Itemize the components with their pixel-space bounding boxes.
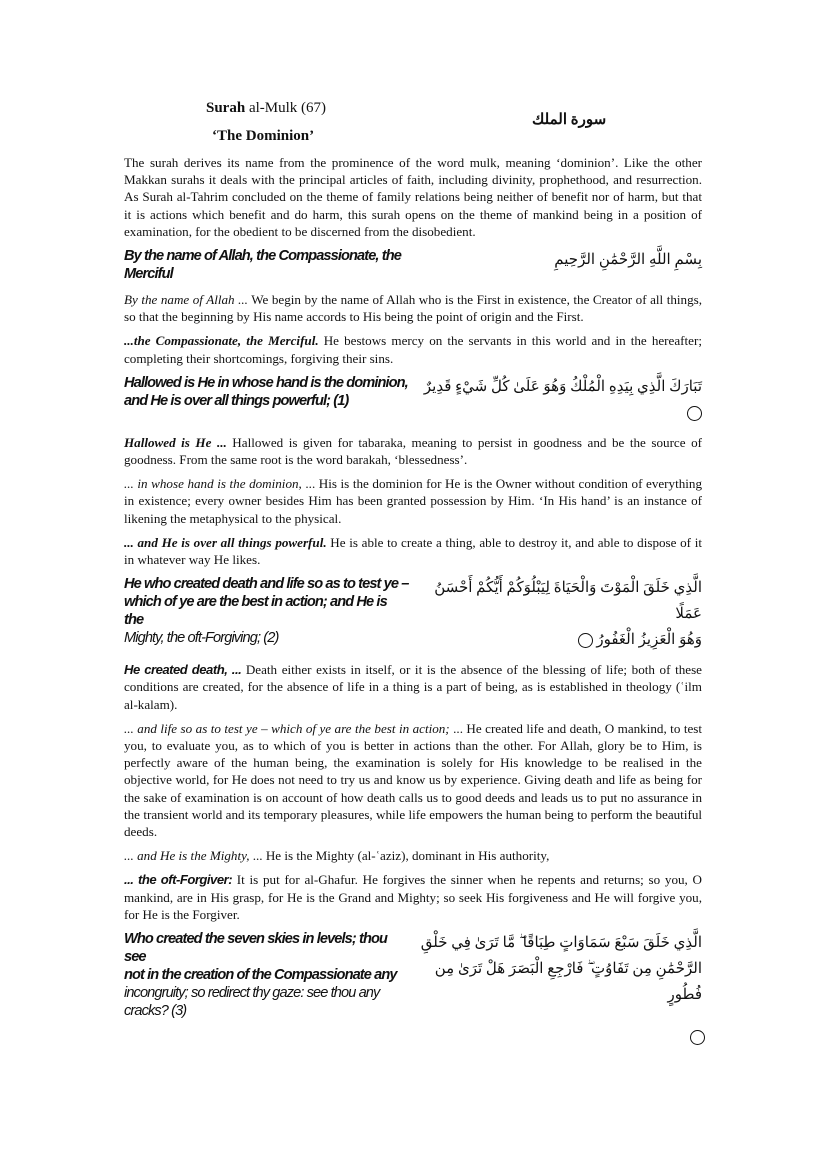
surah-header <box>124 96 702 154</box>
verse-1 <box>124 374 702 426</box>
commentary-paragraph: ... the oft-Forgiver: It is put for al-Ghafur. He forgives the sinner when he repents and returns; so you, O mankind, are in His grasp, for He is the Grand and Mighty; so seek His forgiveness and He will forgive you, for He is the Forgiver. <box>124 872 702 922</box>
commentary-lead: ...the Compassionate, the Merciful. <box>124 333 319 349</box>
commentary-lead: ... the oft-Forgiver: <box>124 872 233 888</box>
commentary-paragraph: ... in whose hand is the dominion, ... His is the dominion for He is the Owner without condition of everything in existence; every owner besides Him has been granted possession by Him. ‘In His hand’ is an instance of likening the metaphysical to the physical. <box>124 476 703 526</box>
commentary-paragraph: He created death, ... Death either exists in itself, or it is the absence of the blessing of life; both of these conditions are created, for the absence of life in a thing is a part of being, as is established in theology (ʿilm al-kalam). <box>124 662 702 712</box>
commentary-lead: ... in whose hand is the dominion, <box>124 476 302 492</box>
commentary-paragraph: By the name of Allah ... We begin by the name of Allah who is the First in existence, the Creator of all things, so that the beginning by His name accords to His being the point of origin and the First. <box>124 292 703 325</box>
commentary-lead: Hallowed is He ... <box>124 434 227 450</box>
verse-2-english: He who created death and life so as to test ye – which of ye are the best in action; and He is the Mighty, the oft-Forgiving; (2) <box>124 576 409 647</box>
verse-1-english: Hallowed is He in whose hand is the dominion, and He is over all things powerful; (1) <box>124 374 408 409</box>
commentary-paragraph: ...the Compassionate, the Merciful. He bestows mercy on the servants in this world and in the hereafter; completing their shortcomings, forgiving their sins. <box>124 333 702 366</box>
commentary-paragraph: ... and life so as to test ye – which of ye are the best in action; ... He created life and death, O mankind, to test you, to evaluate you, as to which of you is better in actions than the other. For Allah, glory be to Him, is perfectly aware of the human being, the examination is solely for His knowledge to be realised in the objective world, for He does not need to try us and know us by experience. Giving death and life as being for the sake of examination is on account of how death calls us to good deeds and leads us to put no assurance in the transient world and its temporary pleasures, while life empowers the human being to perform the beautiful deeds. <box>124 720 702 840</box>
commentary-paragraph: ... and He is the Mighty, ... He is the Mighty (al-ʿaziz), dominant in His authority, <box>124 848 550 864</box>
intro-paragraph: The surah derives its name from the prominence of the word mulk, meaning ‘dominion’. Like the other Makkan surahs it deals with the principal articles of faith, including divinity, prophethood, and resurrection. As Surah al-Tahrim concluded on the theme of family relations being neither of benefit nor of harm, but that it is actions which benefit and do harm, this surah opens on the theme of mankind being in a position of examination, for the obedient to be discerned from the disobedient. <box>124 155 702 239</box>
basmala-english: By the name of Allah, the Compassionate, the Merciful <box>124 248 401 283</box>
basmala-arabic: بِسْمِ اللَّهِ الرَّحْمَٰنِ الرَّحِيمِ <box>554 252 702 269</box>
ayah-end-marker-icon <box>690 1030 705 1045</box>
verse-2 <box>124 575 702 653</box>
commentary-paragraph: Hallowed is He ... Hallowed is given for tabaraka, meaning to persist in goodness and be the source of goodness. From the same root is the word barakah, ‘blessedness’. <box>124 434 702 468</box>
commentary-lead: By the name of Allah ... <box>124 292 248 308</box>
verse-3-arabic: الَّذِي خَلَقَ سَبْعَ سَمَاوَاتٍ طِبَاقًا ۖ مَّا تَرَىٰ فِي خَلْقِ الرَّحْمَٰنِ مِن تَفَاوُتٍ ۖ فَارْجِعِ الْبَصَرَ هَلْ تَرَىٰ مِن فُطُورٍ <box>420 935 702 1004</box>
surah-arabic-title: سورة الملك <box>532 112 607 128</box>
basmala-verse <box>124 247 702 283</box>
ayah-end-marker-icon <box>687 406 702 421</box>
verse-2-arabic: الَّذِي خَلَقَ الْمَوْتَ وَالْحَيَاةَ لِيَبْلُوَكُمْ أَيُّكُمْ أَحْسَنُ عَمَلًا وَهُوَ الْعَزِيزُ الْغَفُورُ <box>434 580 702 649</box>
commentary-lead: ... and He is over all things powerful. <box>124 534 327 550</box>
surah-subtitle: ‘The Dominion’ <box>212 128 315 144</box>
verse-1-arabic: تَبَارَكَ الَّذِي بِيَدِهِ الْمُلْكُ وَهُوَ عَلَىٰ كُلِّ شَيْءٍ قَدِيرٌ <box>412 374 702 426</box>
commentary-lead: He created death, ... <box>124 662 242 678</box>
verse-3-english: Who created the seven skies in levels; thou see not in the creation of the Compassionate any incongruity; so redirect thy gaze: see thou any cracks? (3) <box>124 931 397 1020</box>
document-page <box>124 96 702 1046</box>
ayah-end-marker-icon <box>578 633 593 648</box>
surah-title: Surah al-Mulk (67) <box>206 100 327 116</box>
commentary-lead: ... and He is the Mighty, <box>124 848 250 864</box>
verse-3 <box>124 930 702 1020</box>
commentary-lead: ... and life so as to test ye – which of ye are the best in action; <box>124 720 450 736</box>
verse-3-end <box>690 1028 702 1046</box>
commentary-paragraph: ... and He is over all things powerful. He is able to create a thing, able to destroy it, and able to dispose of it in whatever way He likes. <box>124 534 702 568</box>
